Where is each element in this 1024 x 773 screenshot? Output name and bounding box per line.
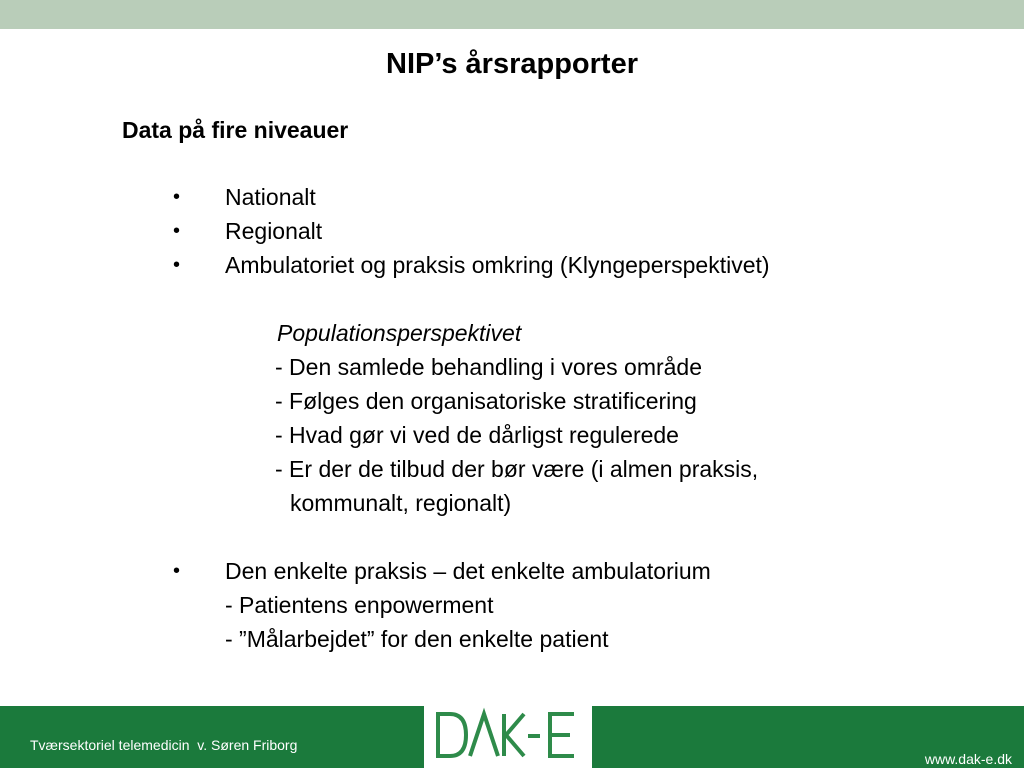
top-band xyxy=(0,0,1024,29)
bullet-marker: • xyxy=(173,186,181,208)
footer-presenter-text: Tværsektoriel telemedicin v. Søren Friborg xyxy=(30,737,298,753)
population-item: - Er der de tilbud der bør være (i almen praksis, xyxy=(275,456,759,482)
population-heading: Populationsperspektivet xyxy=(277,320,522,346)
level-item: Nationalt xyxy=(225,184,316,210)
practice-heading: Den enkelte praksis – det enkelte ambulatorium xyxy=(225,558,711,584)
dak-e-logo-graphic xyxy=(424,706,592,768)
practice-item: - ”Målarbejdet” for den enkelte patient xyxy=(225,626,609,652)
dak-e-logo xyxy=(424,706,592,768)
slide-title: NIP’s årsrapporter xyxy=(386,48,638,80)
slide-subtitle: Data på fire niveauer xyxy=(122,117,349,143)
population-item: - Den samlede behandling i vores område xyxy=(275,354,703,380)
practice-item: - Patientens enpowerment xyxy=(225,592,494,618)
population-item-continued: kommunalt, regionalt) xyxy=(290,490,512,516)
footer-website-link[interactable]: www.dak-e.dk xyxy=(924,751,1012,767)
level-item: Regionalt xyxy=(225,218,323,244)
bullet-marker: • xyxy=(173,560,181,582)
bullet-marker: • xyxy=(173,254,181,276)
population-item: - Hvad gør vi ved de dårligst regulerede xyxy=(275,422,679,448)
level-item: Ambulatoriet og praksis omkring (Klyngeperspektivet) xyxy=(225,252,770,278)
population-item: - Følges den organisatoriske stratificering xyxy=(275,388,697,414)
bullet-marker: • xyxy=(173,220,181,242)
